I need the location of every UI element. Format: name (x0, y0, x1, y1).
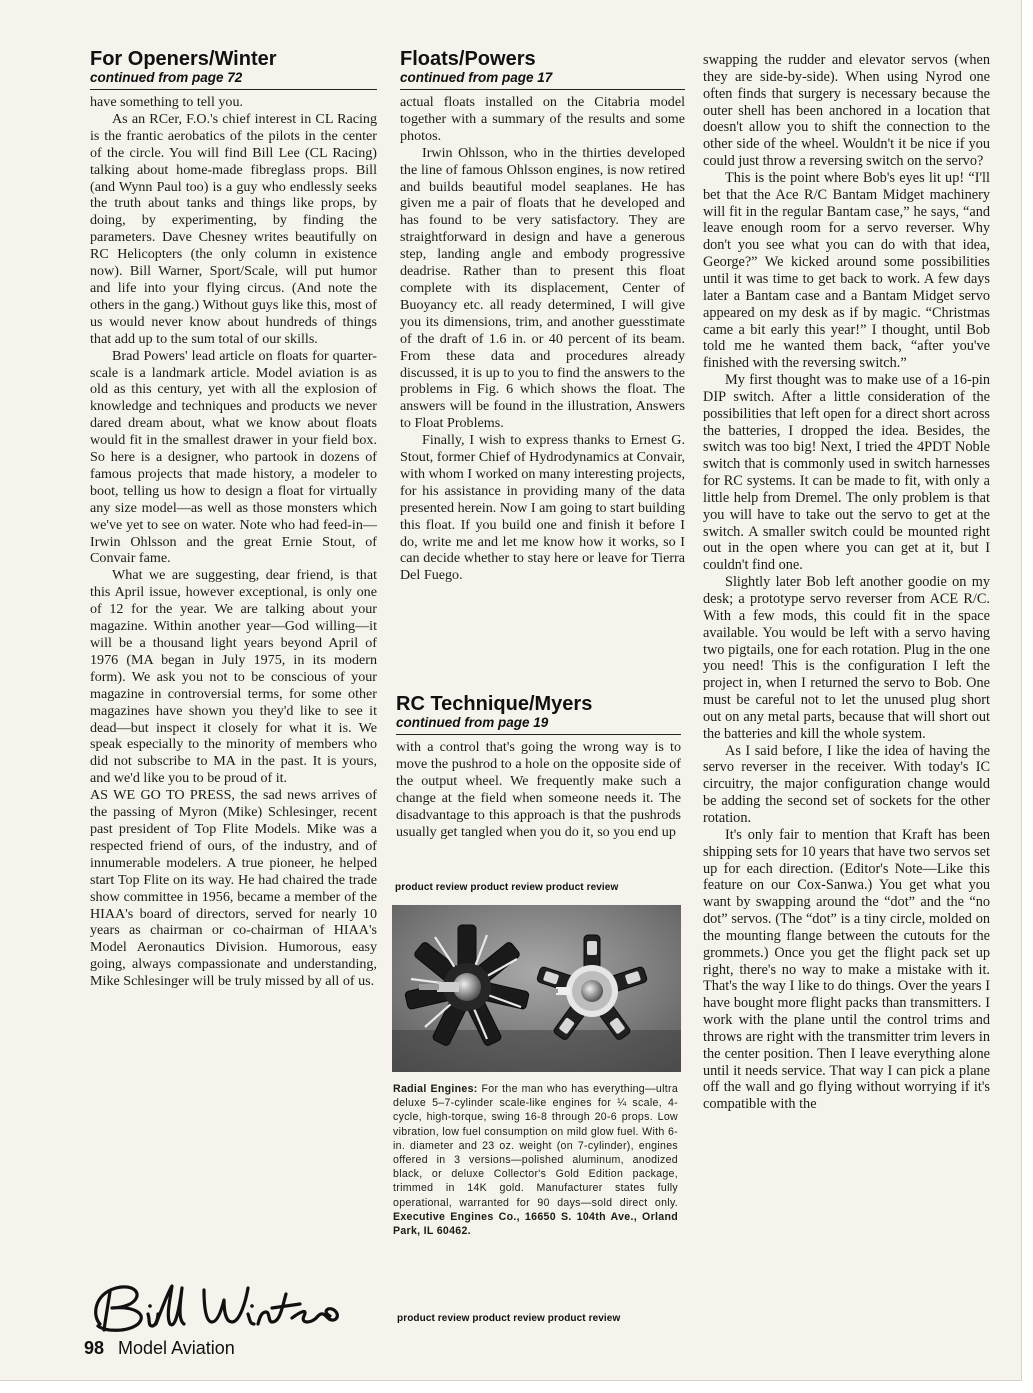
paragraph: What we are suggesting, dear friend, is that this April issue, however exceptional, is only one of 12 for the year. We are talking about your magazine. Within another year—God willing—it will be a thousand light years beyond April of 1976 (MA began in July 1975, in its modern form). We ask you not to be conscious of your magazine in controversial terms, for some other magazines have shown you they'd like to see it dead—but inspect it closely for what it is. We speak especially to the minority of members who did not subscribe to MA in the past. It is yours, and we'd like you to be proud of it. (90, 567, 377, 787)
paragraph: As I said before, I like the idea of having the servo reverser in the receiver. With today's IC circuitry, the major configuration change would be adding the second set of sockets for the other rotation. (703, 742, 990, 826)
paragraph: Brad Powers' lead article on floats for quarter-scale is a landmark article. Model aviation is as old as this century, yet with all the explosion of knowledge and techniques and products we never dared dream about, what we know about floats would fit in the smallest drawer in your field box. So here is a designer, who partook in dozens of famous projects that made history, a modeler to boot, telling us how to design a float for virtually any size model—as well as those monsters which we've yet to see on water. Note who had feed-in—Irwin Ohlsson and the great Ernie Stout, of Convair fame. (90, 347, 377, 567)
continued-note-floats: continued from page 17 (400, 70, 685, 90)
paragraph: AS WE GO TO PRESS, the sad news arrives of the passing of Myron (Mike) Schlesinger, recent past president of Top Flite Models. Mike was a respected friend of ours, of the industry, and of innumerable modelers. A true pioneer, he helped start Top Flite on its way. He had chaired the trade show committee in 1956, became a member of the HIAA's board of directors, served for nearly 10 years as chairman or co-chairman of HIAA's Model Aeronautics Division. Humorous, easy going, always compassionate and understanding, Mike Schlesinger will be truly missed by all of us. (90, 787, 377, 990)
paragraph: As an RCer, F.O.'s chief interest in CL Racing is the frantic aerobatics of the pilots in the center of the circle. You will find Bill Lee (CL Racing) talking about home-made fibreglass props. Bill (and Wynn Paul too) is a guy who endlessly seeks the truth about tanks and things like props, by doing, by experimenting, by finding the parameters. Dave Chesney writes beautifully on RC Helicopters (the only column in existence now). Bill Warner, Sport/Scale, will put humor and life into your flying circus. (And note the others in the gang.) Without guys like this, most of us would never know about hundreds of things that add up to the sum total of our skills. (90, 110, 377, 347)
paragraph: My first thought was to make use of a 16-pin DIP switch. After a little consideration of the possibilities that left open for a direct short across the batteries, I dropped the idea. Besides, the switch was too big! Next, I tried the 4PDT Noble switch that is commonly used in switch harnesses for RC systems. It can be made to fit, with only a little help from Dremel. The only problem is that you will have to take out the servo to get at the switch. A smaller switch could be mounted right out in the open where you can get at it, but I couldn't find one. (703, 372, 990, 574)
paragraph: This is the point where Bob's eyes lit up! “I'll bet that the Ace R/C Bantam Midget machinery will fit in the regular Bantam case,” he says, “and leave enough room for a servo reverser. Why don't you see what you can do with that idea, George?” We kicked around some possibilities until it was time to get back to work. A few days later a Bantam case and a Bantam Midget servo appeared on my desk as if by magic. “Christmas came a bit early this year!” I thought, until Bob told me he wanted them back, “after you've finished with the reversing switch.” (703, 169, 990, 372)
radial-engines-photo (392, 905, 681, 1072)
paragraph: have something to tell you. (90, 94, 244, 110)
column-rc-technique (396, 693, 681, 840)
engine-illustration (392, 905, 681, 1072)
page-footer (84, 1338, 235, 1359)
paragraph: with a control that's going the wrong way is to move the pushrod to a hole on the opposite side of the output wheel. We frequently make such a change at the field when someone needs it. The disadvantage to this approach is that the pushrods usually get tangled when you do it, so you end up (396, 739, 681, 840)
column-rc-technique-continued (703, 52, 990, 1113)
product-review-label-bottom: product review product review product review (397, 1313, 621, 1324)
signature-bill-winter (86, 1278, 346, 1338)
caption-body: For the man who has everything—ultra deluxe 5–7-cylinder scale-like engines for ¼ scale, 4-cycle, high-torque, swing 16-8 through 20-6 props. Low vibration, low fuel consumption on mild glow fuel. With 6-in. diameter and 23 oz. weight (on 7-cylinder), engines offered in 3 versions—polished aluminum, anodized black, or deluxe Collector's Gold Edition package, trimmed in 14K gold. Manufacturer states fully operational, warranted for 90 days—sold direct only. (393, 1083, 679, 1209)
radial-engines-caption (393, 1082, 678, 1238)
caption-lead: Radial Engines: (393, 1083, 478, 1095)
page-number: 98 (84, 1338, 105, 1358)
paragraph: It's only fair to mention that Kraft has been shipping sets for 10 years that have two servos set up for each direction. (Editor's Note—Like this feature on our Cox-Sanwa.) You get what you want by swapping around the “dot” and the “no dot” servos. (The “dot” is a tiny circle, molded on the mounting flange between the cutouts for the grommets.) Once you get the flight pack set up right, there's no way to make a mistake with it. That's the way I like to do things. Over the years I have bought more flight packs than transmitters. I work with the plane until the control trims and throws are right with the transmitter trim levers in the center position. Then I leave everything alone until it needs service. That way I can pick a plane off the wall and go flying without worrying if it's compatible with the (703, 826, 990, 1113)
paragraph: swapping the rudder and elevator servos (when they are side-by-side). When using Nyrod one often finds that surgery is necessary because the outer shell has been anchored in a location that doesn't allow you to shift the connection to the other side of the wheel. Wouldn't it be nice if you could just throw a reversing switch on the servo? (703, 52, 990, 170)
heading-for-openers: For Openers/Winter (90, 48, 277, 70)
continued-note-rc: continued from page 19 (396, 715, 681, 735)
paragraph: actual floats installed on the Citabria model together with a summary of the results and some photos. (400, 94, 685, 144)
paragraph: Irwin Ohlsson, who in the thirties developed the line of famous Ohlsson engines, is now retired and builds beautiful model seaplanes. He has given me a pair of floats that he developed and has found to be very satisfactory. They are straightforward in design and have a generous step, landing angle and embody progressive deadrise. Rather than to present this float complete with its displacement, Center of Buoyancy etc. all ready determined, I will give you its dimensions, trim, and another guesstimate of the draft of 1.6 in. or 40 percent of its beam. From these data and procedures already discussed, it is up to you to find the answers to the problems in Fig. 6 which shows the float. The answers will be found in the illustration, Answers to Float Problems. (400, 144, 685, 432)
continued-note-for-openers: continued from page 72 (90, 70, 377, 90)
product-review-label-top: product review product review product review (395, 882, 619, 893)
paragraph: Slightly later Bob left another goodie on my desk; a prototype servo reverser from ACE R/C. With a few mods, this could fit in the space available. You would be left with a servo having two pigtails, one for each rotation. Plug in the one you need! This is the configuration I left the project in, when I returned the servo to Bob. One must be careful not to let the unused plug short out on any metal parts, because that will short out the batteries and kill the whole system. (703, 574, 990, 742)
caption-address: Executive Engines Co., 16650 S. 104th Ave., Orland Park, IL 60462. (393, 1210, 678, 1238)
column-floats (400, 48, 685, 584)
magazine-name: Model Aviation (118, 1338, 235, 1358)
column-for-openers (90, 48, 377, 990)
heading-rc-technique: RC Technique/Myers (396, 693, 593, 715)
paragraph: Finally, I wish to express thanks to Ernest G. Stout, former Chief of Hydrodynamics at Convair, with whom I worked on many interesting projects, for his assistance in providing many of the data presented herein. Now I am going to start building this float. If you build one and finish it before I do, write me and let me know how it works, so I can decide whether to stay here or leave for Tierra Del Fuego. (400, 432, 685, 584)
heading-floats: Floats/Powers (400, 48, 536, 70)
